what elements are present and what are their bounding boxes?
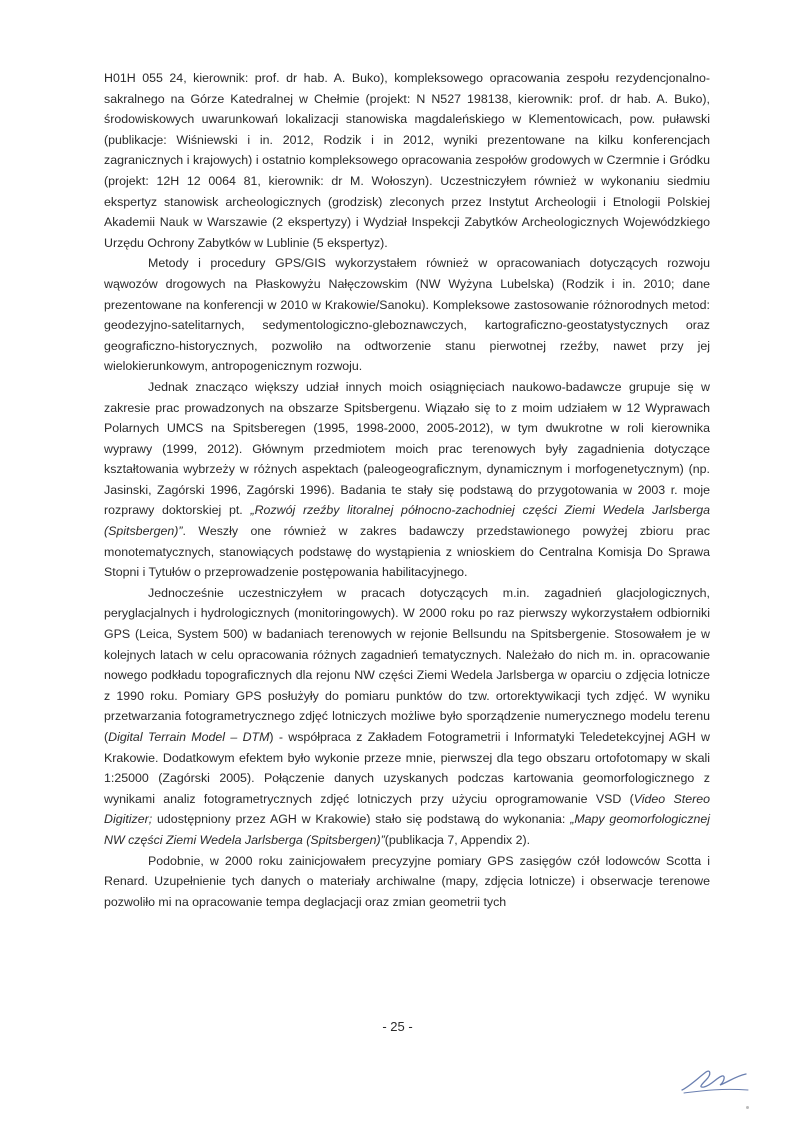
text-run: Jednak znacząco większy udział innych moich osiągnięciach naukowo-badawcze grupuje się w zakresie prac prowadzonych na obszarze Spitsbergenu. Wiązało się to z moim udziałem w 12 Wyprawach Polarnych UMCS na Spitsberegen (1995, 1998-2000, 2005-2012), w tym dwukrotne w roli kierownika wyprawy (1999, 2012). Głównym przedmiotem moich prac terenowych były zagadnienia dotyczące kształtowania wybrzeży w różnych aspektach (paleogeograficznym, dynamicznym i morfogenetycznym) (np. Jasinski, Zagórski 1996, Zagórski 1996). Badania te stały się podstawą do przygotowania w 2003 r. moje rozprawy doktorskiej pt. (104, 379, 710, 518)
text-run: Metody i procedury GPS/GIS wykorzystałem również w opracowaniach dotyczących rozwoju wąwozów drogowych na Płaskowyżu Nałęczowskim (NW Wyżyna Lubelska) (Rodzik i in. 2010; dane prezentowane na konferencji w 2010 w Krakowie/Sanoku). Kompleksowe zastosowanie różnorodnych metod: geodezyjno-satelitarnych, sedymentologiczno-gleboznawczych, kartograficzno-geostatystycznych oraz geograficzno-historycznych, pozwoliło na odtworzenie stanu pierwotnej rzeźby, nawet przy jej wielokierunkowym, antropogenicznym rozwoju. (104, 256, 710, 374)
document-body (104, 68, 710, 912)
text-run: (publikacja 7, Appendix 2). (384, 832, 531, 847)
page-number: - 25 - (382, 1019, 413, 1034)
paragraph (104, 583, 710, 851)
paragraph (104, 851, 710, 913)
text-run: H01H 055 24, kierownik: prof. dr hab. A. Buko), kompleksowego opracowania zespołu rezydencjonalno-sakralnego na Górze Katedralnej w Chełmie (projekt: N N527 198138, kierownik: prof. dr hab. A. Buko), środowiskowych uwarunkowań lokalizacji stanowiska magdaleńskiego w Klementowicach, pow. puławski (publikacje: Wiśniewski i in. 2012, Rodzik i in 2012, wyniki prezentowane na kilku konferencjach zagranicznych i krajowych) i ostatnio kompleksowego opracowania zespołów grodowych w Czermnie i Gródku (projekt: 12H 12 0064 81, kierownik: dr M. Wołoszyn). Uczestniczyłem również w wykonaniu siedmiu ekspertyz stanowisk archeologicznych (grodzisk) zleconych przez Instytut Archeologii i Etnologii Polskiej Akademii Nauk w Warszawie (2 ekspertyzy) i Wydział Inspekcji Zabytków Archeologicznych Wojewódzkiego Urzędu Ochrony Zabytków w Lublinie (5 ekspertyz). (104, 71, 710, 250)
italic-text: Video Stereo Digitizer; (104, 791, 710, 827)
text-run: Podobnie, w 2000 roku zainicjowałem precyzyjne pomiary GPS zasięgów czół lodowców Scotta i Renard. Uzupełnienie tych danych o materiały archiwalne (mapy, zdjęcia lotnicze) i obserwacje terenowe pozwoliło mi na opracowanie tempa deglacjacji oraz zmian geometrii tych (104, 853, 710, 909)
italic-text: „Mapy geomorfologicznej NW części Ziemi Wedela Jarlsberga (Spitsbergen)” (104, 812, 710, 847)
text-run: udostępniony przez AGH w Krakowie) stało się podstawą do wykonania: (152, 812, 571, 827)
text-run: ) - współpraca z Zakładem Fotogrametrii i Informatyki Teledetekcyjnej AGH w Krakowie. Dodatkowym efektem było wykonie przeze mnie, pierwszej dla tego obszaru ortofotomapy w skali 1:25000 (Zagórski 2005). Połączenie danych uzyskanych podczas kartowania geomorfologicznego z wynikami analiz fotogrametrycznych zdjęć lotniczych przy użyciu oprogramowanie VSD ( (104, 730, 710, 806)
italic-text: „Rozwój rzeźby litoralnej północno-zachodniej części Ziemi Wedela Jarlsberga (Spitsbergen)” (104, 503, 710, 539)
scan-speck (746, 1106, 749, 1109)
text-run: . Weszły one również w zakres badawczy przedstawionego powyżej zbioru prac monotematycznych, stanowiących podstawę do wystąpienia z wnioskiem do Centralna Komisja Do Sprawa Stopni i Tytułów o przeprowadzenie postępowania habilitacyjnego. (104, 524, 710, 580)
paragraph (104, 253, 710, 377)
italic-text: Digital Terrain Model – DTM (108, 730, 270, 744)
paragraph (104, 377, 710, 583)
paragraph (104, 68, 710, 253)
handwritten-signature (676, 1060, 756, 1100)
text-run: Jednocześnie uczestniczyłem w pracach dotyczących m.in. zagadnień glacjologicznych, peryglacjalnych i hydrologicznych (monitoringowych). W 2000 roku po raz pierwszy wykorzystałem odbiorniki GPS (Leica, System 500) w badaniach terenowych w rejonie Bellsundu na Spitsbergenie. Stosowałem je w kolejnych latach w celu opracowania różnych zagadnień tematycznych. Należało do nich m. in. opracowanie nowego podkładu topograficznych dla rejonu NW części Ziemi Wedela Jarlsberga w oparciu o zdjęcia lotnicze z 1990 roku. Pomiary GPS posłużyły do pomiaru punktów do tzw. ortorektywikacji tych zdjęć. W wyniku przetwarzania fotogrametrycznego zdjęć lotniczych możliwe było sporządzenie numerycznego modelu terenu ( (104, 585, 710, 744)
